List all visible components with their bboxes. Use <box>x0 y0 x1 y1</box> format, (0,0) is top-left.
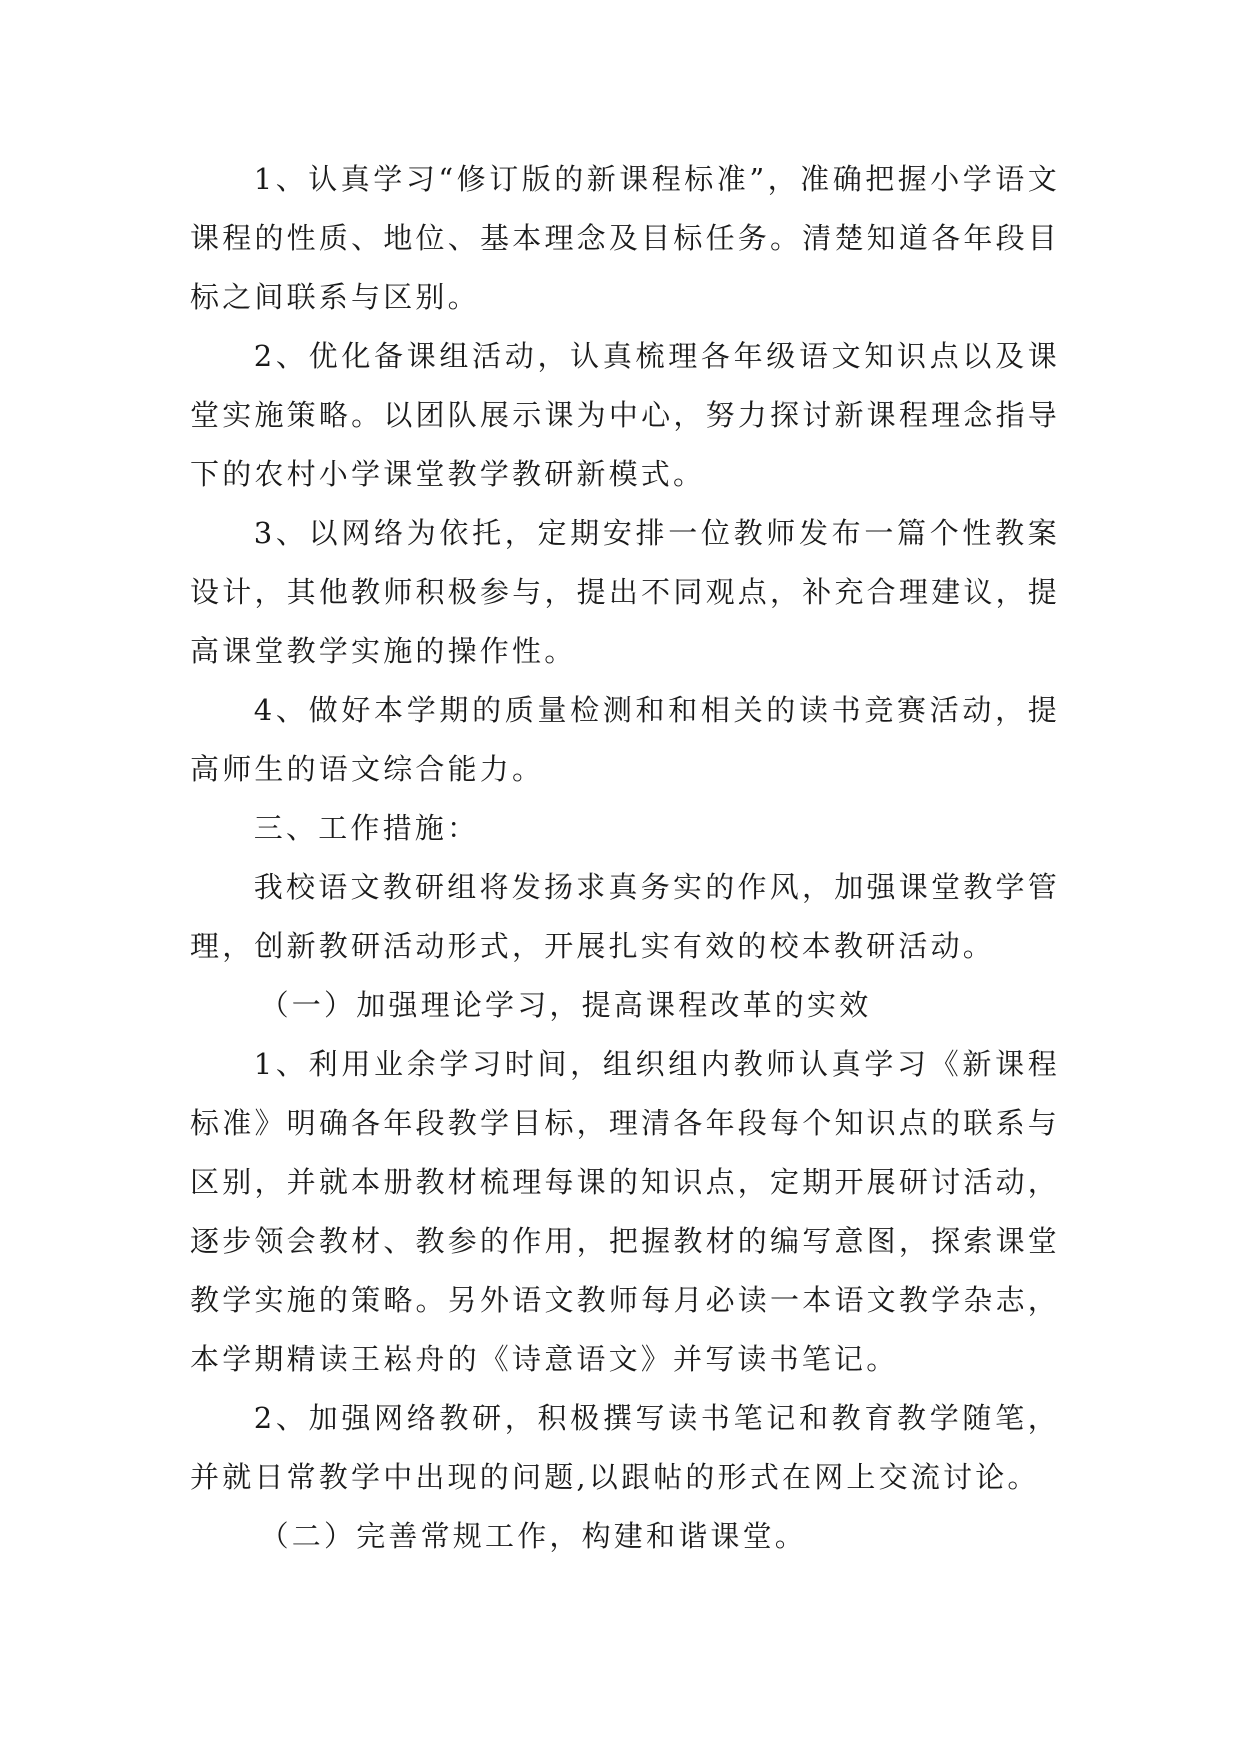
document-body <box>190 150 1060 1566</box>
paragraph-goal-3: 3、以网络为依托，定期安排一位教师发布一篇个性教案设计，其他教师积极参与，提出不同观点，补充合理建议，提高课堂教学实施的操作性。 <box>190 516 1060 668</box>
subheading-routine-work: （二）完善常规工作，构建和谐课堂。 <box>259 1519 807 1553</box>
paragraph-theory-2: 2、加强网络教研，积极撰写读书笔记和教育教学随笔，并就日常教学中出现的问题,以跟帖的形式在网上交流讨论。 <box>190 1401 1060 1494</box>
paragraph-goal-1: 1、认真学习“修订版的新课程标准”，准确把握小学语文课程的性质、地位、基本理念及目标任务。清楚知道各年段目标之间联系与区别。 <box>190 162 1060 314</box>
section-heading-measures: 三、工作措施： <box>253 811 480 845</box>
paragraph-goal-2: 2、优化备课组活动，认真梳理各年级语文知识点以及课堂实施策略。以团队展示课为中心，努力探讨新课程理念指导下的农村小学课堂教学教研新模式。 <box>190 339 1060 491</box>
paragraph-goal-4: 4、做好本学期的质量检测和和相关的读书竞赛活动，提高师生的语文综合能力。 <box>190 693 1060 786</box>
paragraph-measures-intro: 我校语文教研组将发扬求真务实的作风，加强课堂教学管理，创新教研活动形式，开展扎实有效的校本教研活动。 <box>190 870 1060 963</box>
paragraph-theory-1: 1、利用业余学习时间，组织组内教师认真学习《新课程标准》明确各年段教学目标，理清各年段每个知识点的联系与区别，并就本册教材梳理每课的知识点，定期开展研讨活动，逐步领会教材、教参的作用，把握教材的编写意图，探索课堂教学实施的策略。另外语文教师每月必读一本语文教学杂志，本学期精读王崧舟的《诗意语文》并写读书笔记。 <box>190 1047 1060 1376</box>
subheading-theory-study: （一）加强理论学习，提高课程改革的实效 <box>259 988 872 1022</box>
